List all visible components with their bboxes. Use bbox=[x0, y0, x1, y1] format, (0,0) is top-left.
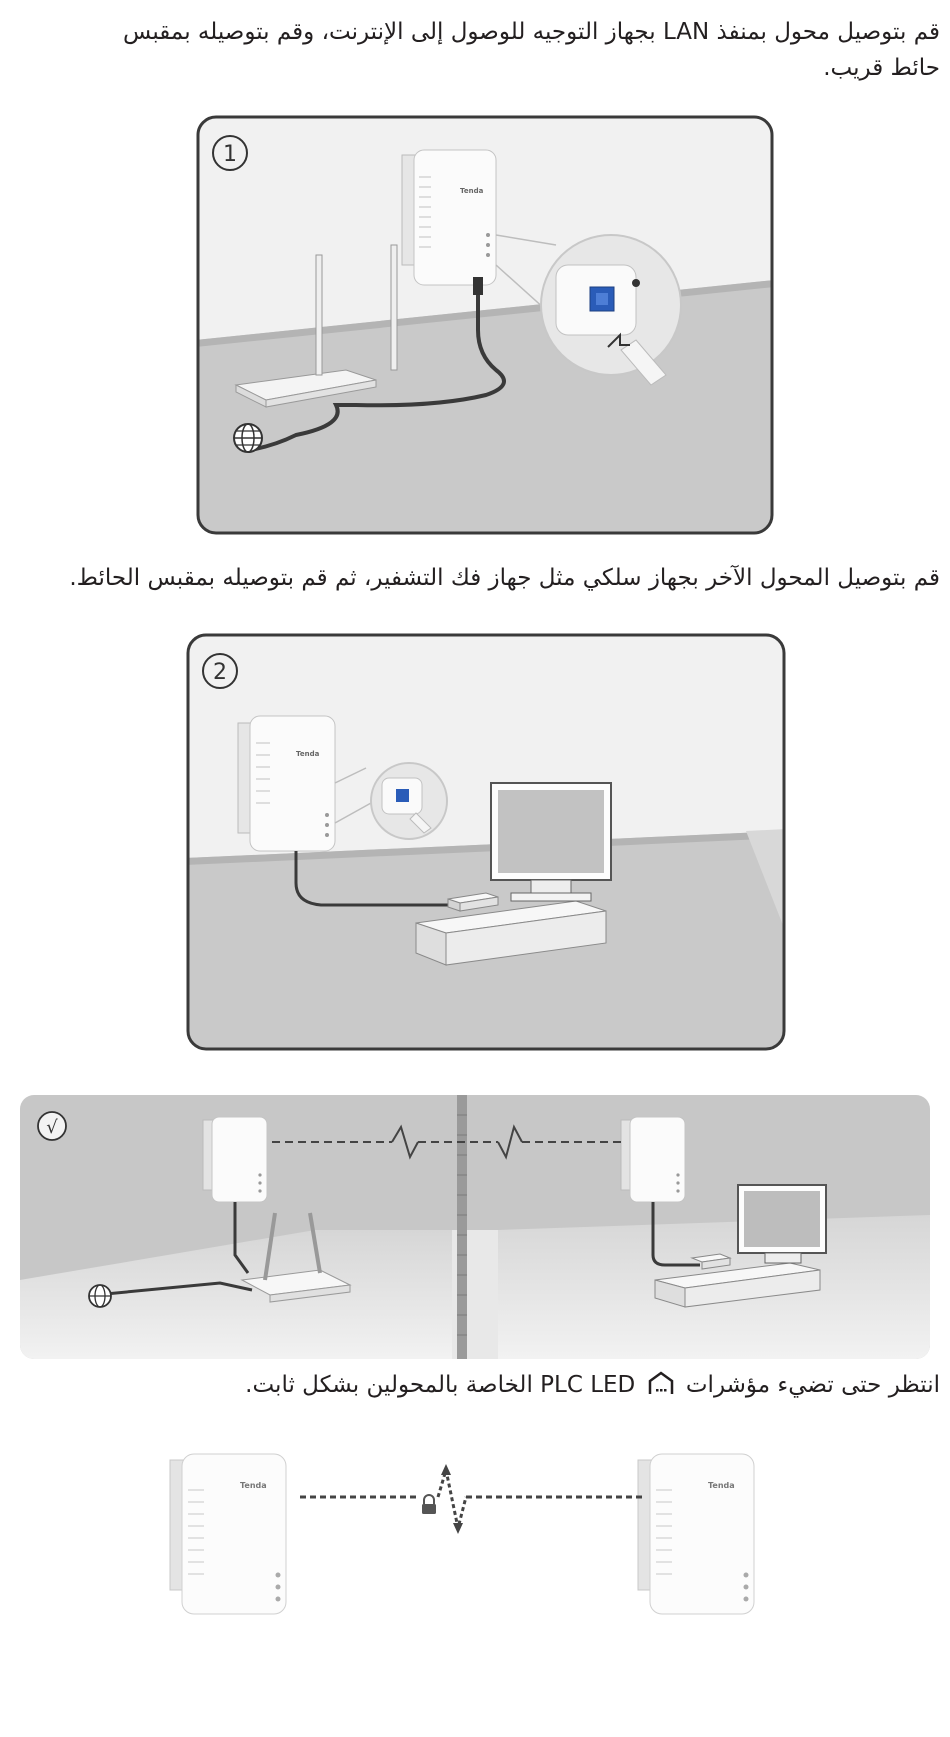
instruction-step-3 bbox=[10, 1367, 940, 1403]
instruction-step-3-prefix: انتظر حتى تضيء مؤشرات bbox=[685, 1372, 940, 1398]
instruction-step-3-suffix: PLC LED الخاصة بالمحولين بشكل ثابت. bbox=[245, 1372, 636, 1398]
adapter-right-large bbox=[638, 1454, 754, 1614]
adapter-left-brand: Tenda bbox=[240, 1481, 267, 1490]
home-led-icon bbox=[647, 1370, 675, 1396]
step-number-2-label: 2 bbox=[213, 660, 227, 685]
lock-icon bbox=[422, 1495, 436, 1514]
powerline-adapter-2 bbox=[238, 716, 335, 851]
figure-4-adapters-paired bbox=[160, 1440, 800, 1660]
globe-icon bbox=[89, 1285, 111, 1307]
right-adapter bbox=[621, 1117, 685, 1202]
check-mark-label: √ bbox=[46, 1117, 58, 1138]
lan-port-zoom-2 bbox=[371, 763, 447, 839]
left-adapter bbox=[203, 1117, 267, 1202]
adapter-2-brand-logo: Tenda bbox=[296, 750, 320, 758]
figure-1-router-connection bbox=[196, 115, 774, 535]
pairing-signal-line bbox=[300, 1470, 646, 1528]
adapter-brand-logo: Tenda bbox=[460, 187, 484, 195]
check-mark-badge bbox=[38, 1112, 66, 1140]
figure-3-paired-adapters bbox=[20, 1095, 930, 1359]
adapter-left-large bbox=[170, 1454, 286, 1614]
step-number-1-label: 1 bbox=[223, 142, 237, 167]
powerline-adapter bbox=[402, 150, 496, 285]
television-3 bbox=[738, 1185, 826, 1263]
instruction-step-1: قم بتوصيل محول بمنفذ LAN بجهاز التوجيه للوصول إلى الإنترنت، وقم بتوصيله بمقبس حائط قريب. bbox=[123, 19, 940, 81]
globe-icon bbox=[234, 424, 262, 452]
instruction-step-2: قم بتوصيل المحول الآخر بجهاز سلكي مثل جهاز فك التشفير، ثم قم بتوصيله بمقبس الحائط. bbox=[69, 565, 940, 591]
adapter-right-brand: Tenda bbox=[708, 1481, 735, 1490]
figure-2-tv-connection bbox=[186, 633, 786, 1051]
